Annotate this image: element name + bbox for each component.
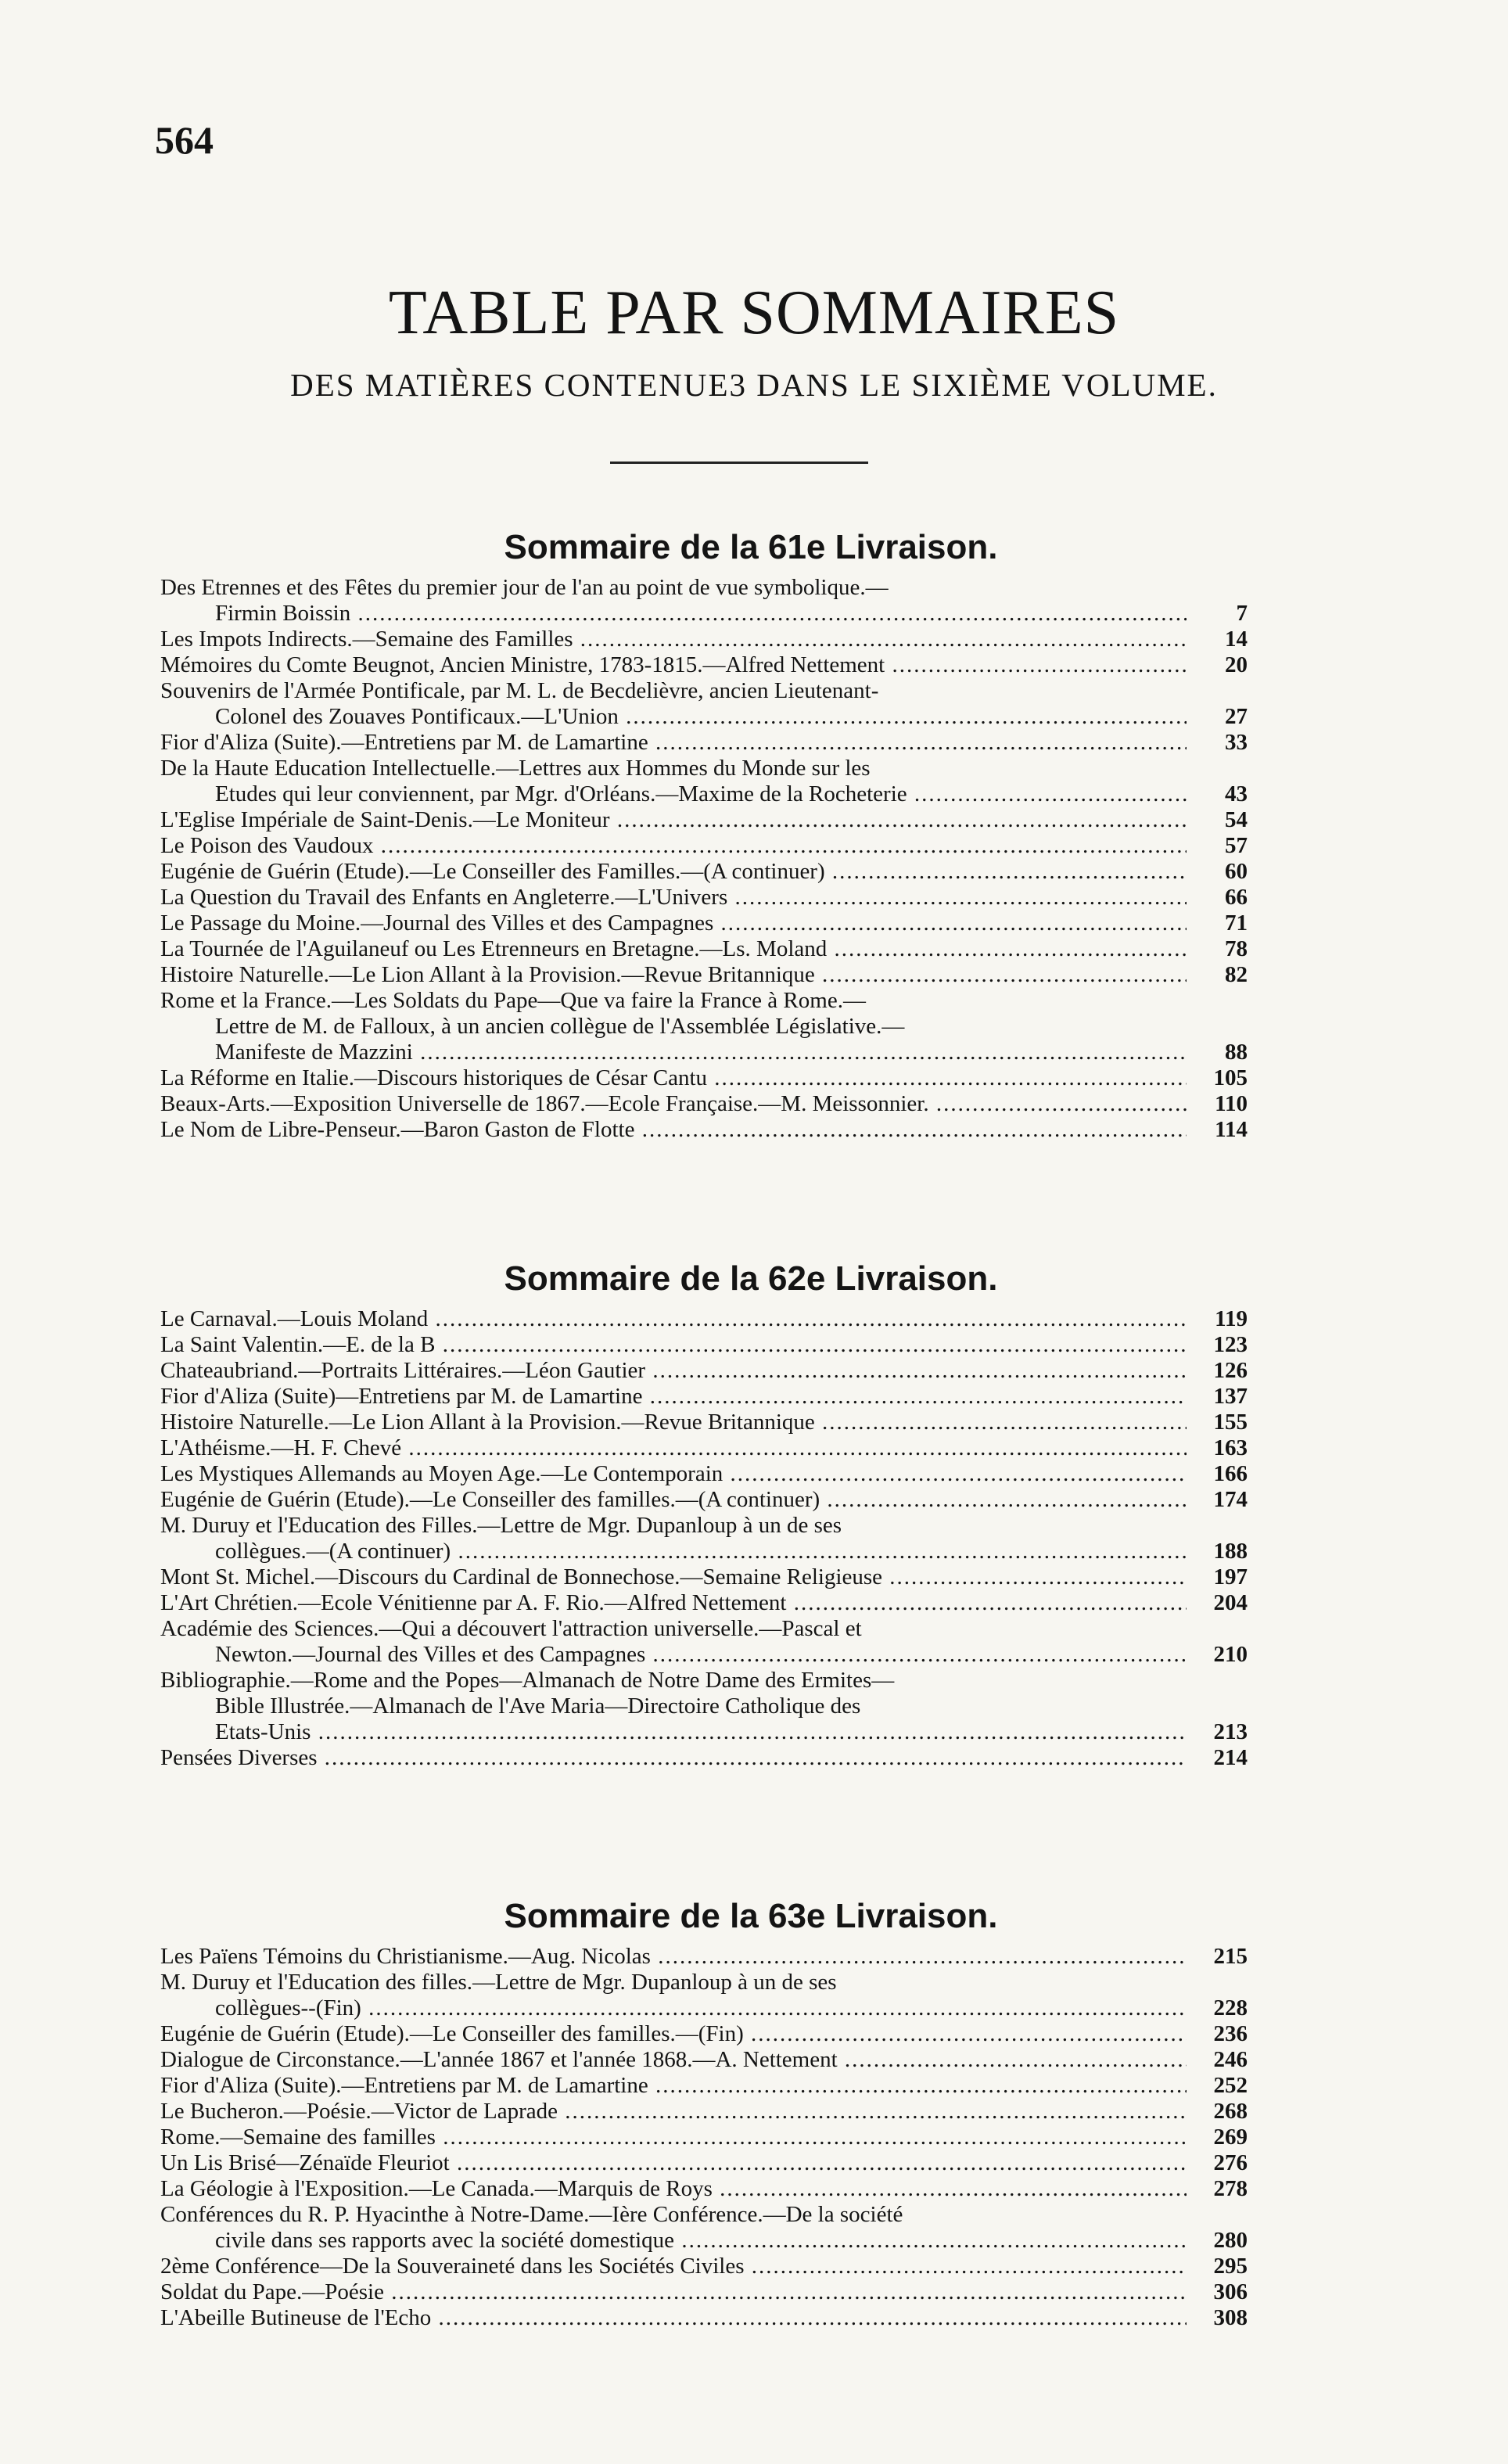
entry-page-number: 66 [1225, 885, 1248, 910]
entry-text: Le Nom de Libre-Penseur.—Baron Gaston de Flotte ..... [160, 1117, 1187, 1143]
entry-text: Les Païens Témoins du Christianisme.—Aug. Nicolas ..... [160, 1944, 1187, 1970]
entry-text: Pensées Diverses ..... [160, 1745, 1187, 1771]
toc-entry [160, 2279, 1248, 2305]
entry-text: La Géologie à l'Exposition.—Le Canada.—Marquis de Roys ..... [160, 2176, 1187, 2202]
entry-page-number: 308 [1213, 2305, 1248, 2330]
toc-entry [160, 1410, 1248, 1435]
entry-page-number: 43 [1225, 781, 1248, 806]
entry-text: Des Etrennes et des Fêtes du premier jour de l'an au point de vue symbolique.— [160, 575, 889, 600]
entry-text: Les Mystiques Allemands au Moyen Age.—Le Contemporain ..... [160, 1461, 1187, 1487]
toc-entry [160, 1091, 1248, 1117]
entry-page-number: 126 [1213, 1358, 1248, 1383]
entry-text: La Réforme en Italie.—Discours historiques de César Cantu ..... [160, 1065, 1187, 1091]
toc-entry [160, 1970, 1248, 2021]
section-heading: Sommaire de la 61e Livraison. [504, 528, 998, 566]
toc-entry [160, 807, 1248, 833]
entry-text: civile dans ses rapports avec la société domestique ..... [215, 2228, 1187, 2254]
toc-entry [160, 678, 1248, 730]
toc-entry [160, 2021, 1248, 2047]
entry-text: Académie des Sciences.—Qui a découvert l'attraction universelle.—Pascal et [160, 1616, 862, 1641]
entry-page-number: 123 [1213, 1332, 1248, 1357]
section-63 [160, 1889, 1248, 2331]
entry-page-number: 197 [1213, 1564, 1248, 1589]
entry-text: Mémoires du Comte Beugnot, Ancien Ministre, 1783-1815.—Alfred Nettement ..... [160, 652, 1187, 678]
entry-page-number: 82 [1225, 962, 1248, 987]
entry-page-number: 163 [1213, 1435, 1248, 1460]
entry-text: Bibliographie.—Rome and the Popes—Almanach de Notre Dame des Ermites— [160, 1668, 895, 1693]
toc-entry [160, 627, 1248, 652]
toc-entry [160, 575, 1248, 627]
entry-page-number: 78 [1225, 936, 1248, 961]
entry-text: collègues.—(A continuer) ..... [215, 1539, 1187, 1564]
entry-text: Colonel des Zouaves Pontificaux.—L'Union ..... [215, 704, 1187, 730]
entry-page-number: 174 [1213, 1487, 1248, 1512]
entry-page-number: 213 [1213, 1719, 1248, 1744]
entry-page-number: 166 [1213, 1461, 1248, 1486]
section-heading: Sommaire de la 63e Livraison. [504, 1897, 998, 1935]
page-number: 564 [155, 118, 214, 162]
entry-page-number: 110 [1215, 1091, 1248, 1116]
toc-entry [160, 911, 1248, 936]
toc-entry [160, 1745, 1248, 1771]
toc-entry [160, 2176, 1248, 2202]
toc-entry [160, 2202, 1248, 2254]
toc-entry [160, 1306, 1248, 1332]
entry-text: Fior d'Aliza (Suite)—Entretiens par M. de Lamartine ..... [160, 1384, 1187, 1410]
entry-page-number: 252 [1213, 2073, 1248, 2098]
entry-text: Firmin Boissin ..... [215, 601, 1187, 627]
entry-page-number: 14 [1225, 627, 1248, 652]
entry-text: Mont St. Michel.—Discours du Cardinal de Bonnechose.—Semaine Religieuse ..... [160, 1564, 1187, 1590]
toc-entry [160, 1590, 1248, 1616]
entry-text: Fior d'Aliza (Suite).—Entretiens par M. de Lamartine ..... [160, 730, 1187, 756]
toc-entry [160, 756, 1248, 807]
toc-entry [160, 2047, 1248, 2073]
entry-text: L'Abeille Butineuse de l'Echo ..... [160, 2305, 1187, 2331]
entry-text: Eugénie de Guérin (Etude).—Le Conseiller des familles.—(A continuer) ..... [160, 1487, 1187, 1513]
toc-entry [160, 1944, 1248, 1970]
entry-page-number: 246 [1213, 2047, 1248, 2072]
toc-entry [160, 1358, 1248, 1384]
entry-page-number: 295 [1213, 2254, 1248, 2279]
entry-text: Souvenirs de l'Armée Pontificale, par M. L. de Becdelièvre, ancien Lieutenant- [160, 678, 879, 703]
toc-entry [160, 1065, 1248, 1091]
toc-entry [160, 936, 1248, 962]
entry-page-number: 33 [1225, 730, 1248, 755]
entry-page-number: 236 [1213, 2021, 1248, 2046]
entry-text: Dialogue de Circonstance.—L'année 1867 et l'année 1868.—A. Nettement ..... [160, 2047, 1187, 2073]
entry-text: Newton.—Journal des Villes et des Campagnes ..... [215, 1642, 1187, 1668]
entry-text: L'Athéisme.—H. F. Chevé ..... [160, 1435, 1187, 1461]
entry-page-number: 155 [1213, 1410, 1248, 1435]
title-rule [610, 462, 868, 464]
entry-text: Le Poison des Vaudoux ..... [160, 833, 1187, 859]
entry-text: Histoire Naturelle.—Le Lion Allant à la Provision.—Revue Britannique ..... [160, 962, 1187, 988]
entry-text: Histoire Naturelle.—Le Lion Allant à la Provision.—Revue Britannique ..... [160, 1410, 1187, 1435]
entry-text: Rome et la France.—Les Soldats du Pape—Que va faire la France à Rome.— [160, 988, 866, 1013]
entry-text: Manifeste de Mazzini ..... [215, 1040, 1187, 1065]
section-61 [160, 520, 1248, 1143]
entry-page-number: 137 [1213, 1384, 1248, 1409]
entry-page-number: 60 [1225, 859, 1248, 884]
entry-text: L'Eglise Impériale de Saint-Denis.—Le Moniteur ..... [160, 807, 1187, 833]
entry-text: Conférences du R. P. Hyacinthe à Notre-Dame.—Ière Conférence.—De la société [160, 2202, 903, 2227]
toc-entry [160, 1487, 1248, 1513]
toc-entry [160, 2254, 1248, 2279]
entry-text: Le Passage du Moine.—Journal des Villes et des Campagnes ..... [160, 911, 1187, 936]
page-title: TABLE PAR SOMMAIRES [388, 278, 1120, 347]
entry-text: Beaux-Arts.—Exposition Universelle de 1867.—Ecole Française.—M. Meissonnier. ..... [160, 1091, 1187, 1117]
entry-page-number: 54 [1225, 807, 1248, 832]
toc-entry [160, 2099, 1248, 2125]
toc-entry [160, 2125, 1248, 2150]
toc-entry [160, 1117, 1248, 1143]
toc-entry [160, 988, 1248, 1065]
entry-text: Soldat du Pape.—Poésie ..... [160, 2279, 1187, 2305]
entry-page-number: 280 [1213, 2228, 1248, 2253]
entry-text: Eugénie de Guérin (Etude).—Le Conseiller des familles.—(Fin) ..... [160, 2021, 1187, 2047]
entry-text: Le Bucheron.—Poésie.—Victor de Laprade ..... [160, 2099, 1187, 2125]
entry-text: collègues--(Fin) ..... [215, 1995, 1187, 2021]
entry-text: Chateaubriand.—Portraits Littéraires.—Léon Gautier ..... [160, 1358, 1187, 1384]
toc-entry [160, 1513, 1248, 1564]
toc-entry [160, 1332, 1248, 1358]
toc-entry [160, 885, 1248, 911]
entry-text: M. Duruy et l'Education des filles.—Lettre de Mgr. Dupanloup à un de ses [160, 1970, 837, 1995]
toc-entry [160, 962, 1248, 988]
toc-entry [160, 859, 1248, 885]
section-heading: Sommaire de la 62e Livraison. [504, 1259, 998, 1298]
toc-entry [160, 1668, 1248, 1745]
entry-text: La Saint Valentin.—E. de la B ..... [160, 1332, 1187, 1358]
toc-entry [160, 1384, 1248, 1410]
entry-text: De la Haute Education Intellectuelle.—Lettres aux Hommes du Monde sur les [160, 756, 871, 781]
entry-text: Eugénie de Guérin (Etude).—Le Conseiller des Familles.—(A continuer) ..... [160, 859, 1187, 885]
entry-text: Fior d'Aliza (Suite).—Entretiens par M. de Lamartine ..... [160, 2073, 1187, 2099]
entry-page-number: 57 [1225, 833, 1248, 858]
entry-text: Lettre de M. de Falloux, à un ancien collègue de l'Assemblée Législative.— [215, 1014, 905, 1039]
entry-text: 2ème Conférence—De la Souveraineté dans les Sociétés Civiles ..... [160, 2254, 1187, 2279]
entry-page-number: 276 [1213, 2150, 1248, 2175]
entry-page-number: 7 [1236, 601, 1248, 626]
entry-page-number: 278 [1213, 2176, 1248, 2201]
entry-text: Les Impots Indirects.—Semaine des Familles ..... [160, 627, 1187, 652]
entry-page-number: 114 [1215, 1117, 1248, 1142]
entry-text: Rome.—Semaine des familles ..... [160, 2125, 1187, 2150]
entry-page-number: 214 [1213, 1745, 1248, 1770]
entry-page-number: 27 [1225, 704, 1248, 729]
entry-page-number: 204 [1213, 1590, 1248, 1615]
toc-entry [160, 652, 1248, 678]
entry-text: Etudes qui leur conviennent, par Mgr. d'Orléans.—Maxime de la Rocheterie ..... [215, 781, 1187, 807]
entry-text: Bible Illustrée.—Almanach de l'Ave Maria—Directoire Catholique des [215, 1694, 861, 1719]
entry-page-number: 71 [1225, 911, 1248, 936]
entry-page-number: 20 [1225, 652, 1248, 677]
entry-text: La Tournée de l'Aguilaneuf ou Les Etrenneurs en Bretagne.—Ls. Moland ..... [160, 936, 1187, 962]
entry-page-number: 269 [1213, 2125, 1248, 2150]
entry-page-number: 306 [1213, 2279, 1248, 2304]
entry-text: L'Art Chrétien.—Ecole Vénitienne par A. F. Rio.—Alfred Nettement ..... [160, 1590, 1187, 1616]
toc-entry [160, 2150, 1248, 2176]
entry-page-number: 88 [1225, 1040, 1248, 1065]
entry-text: Etats-Unis ..... [215, 1719, 1187, 1745]
entry-page-number: 119 [1215, 1306, 1248, 1331]
section-62 [160, 1252, 1248, 1771]
entry-page-number: 188 [1213, 1539, 1248, 1564]
toc-entry [160, 2073, 1248, 2099]
entry-page-number: 215 [1213, 1944, 1248, 1969]
entry-page-number: 268 [1213, 2099, 1248, 2124]
toc-entry [160, 1435, 1248, 1461]
toc-entry [160, 833, 1248, 859]
entry-text: Un Lis Brisé—Zénaïde Fleuriot ..... [160, 2150, 1187, 2176]
entry-page-number: 105 [1213, 1065, 1248, 1090]
page-subtitle: DES MATIÈRES CONTENUE3 DANS LE SIXIÈME VOLUME. [290, 367, 1218, 403]
entry-page-number: 228 [1213, 1995, 1248, 2020]
toc-entry [160, 1461, 1248, 1487]
entry-text: La Question du Travail des Enfants en Angleterre.—L'Univers ..... [160, 885, 1187, 911]
toc-entry [160, 730, 1248, 756]
entry-page-number: 210 [1213, 1642, 1248, 1667]
entry-text: M. Duruy et l'Education des Filles.—Lettre de Mgr. Dupanloup à un de ses [160, 1513, 842, 1538]
toc-entry [160, 1564, 1248, 1590]
toc-entry [160, 1616, 1248, 1668]
toc-entry [160, 2305, 1248, 2331]
entry-text: Le Carnaval.—Louis Moland ..... [160, 1306, 1187, 1332]
